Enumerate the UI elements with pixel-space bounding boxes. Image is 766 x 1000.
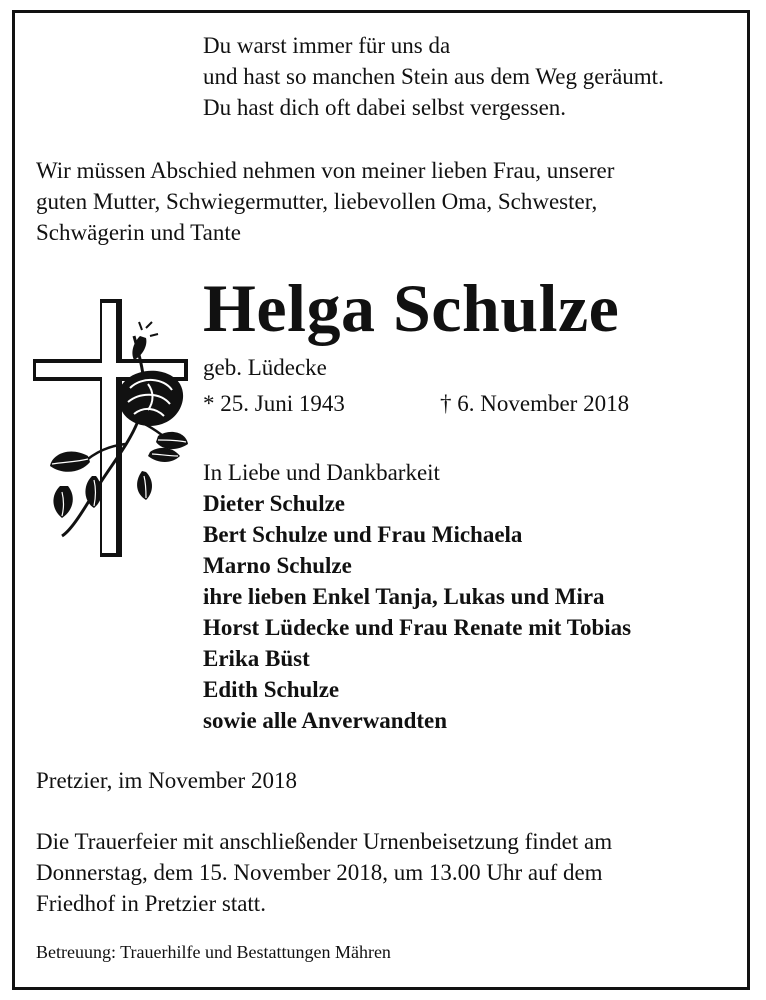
farewell-intro (36, 155, 732, 248)
poem-verse (203, 30, 664, 123)
poem-line: Du hast dich oft dabei selbst vergessen. (203, 95, 567, 120)
birth-date: * 25. Juni 1943 (203, 391, 345, 416)
mourners-list (203, 457, 631, 736)
deceased-name: Helga Schulze (203, 270, 620, 346)
intro-line: guten Mutter, Schwiegermutter, liebevollen Oma, Schwester, (36, 189, 598, 214)
poem-line: Du warst immer für uns da (203, 33, 451, 58)
death-date: † 6. November 2018 (440, 391, 630, 416)
mourner-entry: Bert Schulze und Frau Michaela (203, 522, 523, 547)
mourner-entry: ihre lieben Enkel Tanja, Lukas und Mira (203, 584, 605, 609)
mourner-entry: Marno Schulze (203, 553, 352, 578)
mourner-entry: Edith Schulze (203, 677, 340, 702)
mourner-entry: sowie alle Anverwandten (203, 708, 448, 733)
mourners-lead: In Liebe und Dankbarkeit (203, 460, 440, 485)
poem-line: und hast so manchen Stein aus dem Weg geräumt. (203, 64, 664, 89)
funeral-home-credit: Betreuung: Trauerhilfe und Bestattungen Mähren (36, 942, 391, 962)
funeral-service-info (36, 826, 732, 919)
cross-with-rose-icon (30, 296, 190, 561)
mourner-entry: Erika Büst (203, 646, 310, 671)
service-line: Friedhof in Pretzier statt. (36, 891, 266, 916)
place-date: Pretzier, im November 2018 (36, 768, 297, 793)
mourner-entry: Horst Lüdecke und Frau Renate mit Tobias (203, 615, 632, 640)
mourner-entry: Dieter Schulze (203, 491, 346, 516)
intro-line: Schwägerin und Tante (36, 220, 241, 245)
life-dates (203, 389, 630, 419)
intro-line: Wir müssen Abschied nehmen von meiner lieben Frau, unserer (36, 158, 615, 183)
maiden-name: geb. Lüdecke (203, 355, 327, 380)
service-line: Die Trauerfeier mit anschließender Urnenbeisetzung findet am (36, 829, 613, 854)
service-line: Donnerstag, dem 15. November 2018, um 13.00 Uhr auf dem (36, 860, 603, 885)
